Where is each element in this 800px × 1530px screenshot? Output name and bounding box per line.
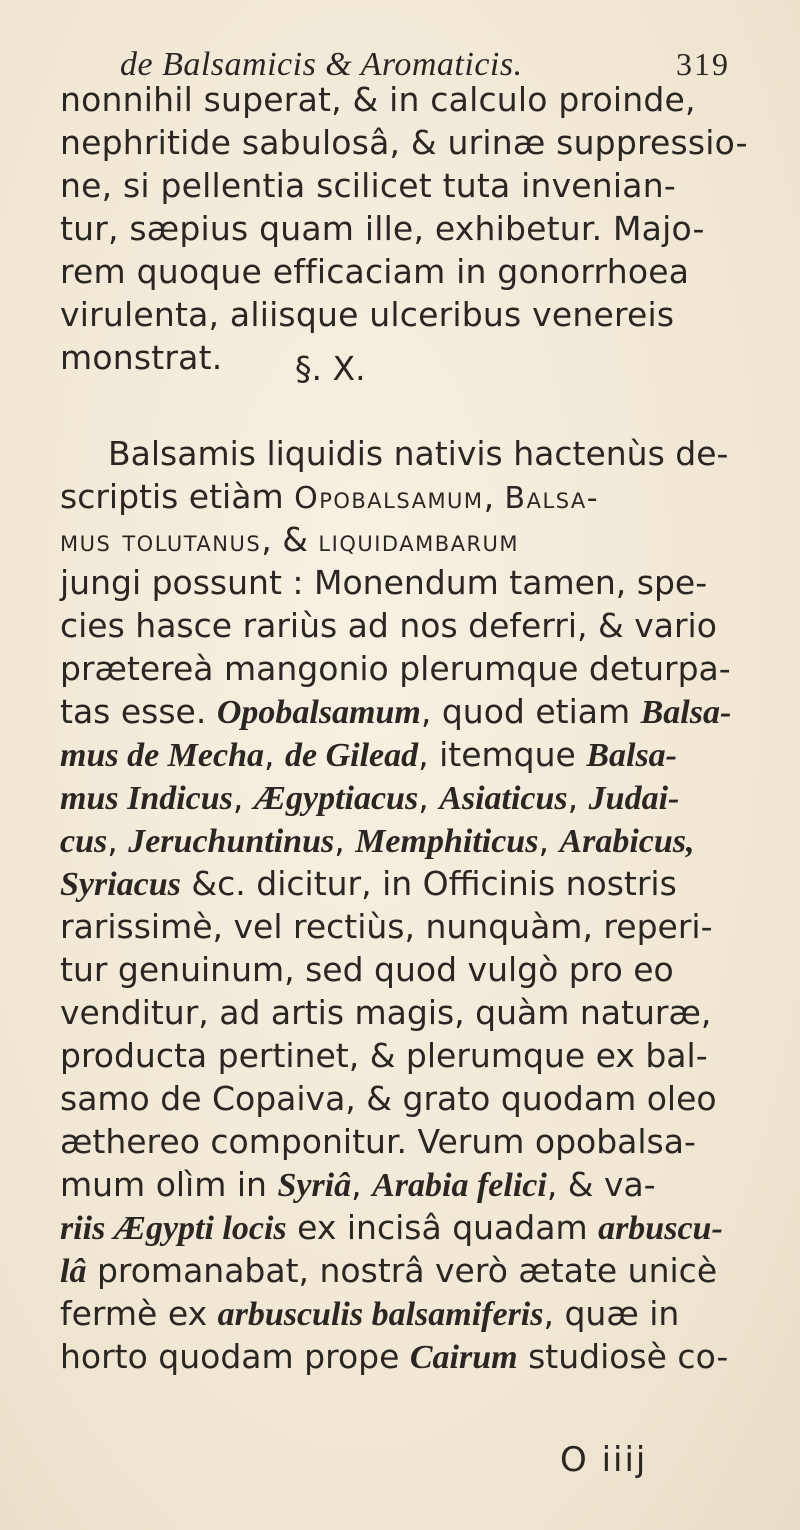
signature-mark: O iiij xyxy=(560,1440,648,1480)
italic-run: Arabicus, xyxy=(559,823,695,860)
italic-run: Judai- xyxy=(588,780,680,817)
text-run: æthereo componitur. Verum opobalsa- xyxy=(60,1122,696,1161)
italic-run: arbusculis balsamiferis xyxy=(217,1296,544,1333)
text-run: scriptis etiàm xyxy=(60,477,295,516)
text-line xyxy=(60,905,790,948)
text-line: monstrat. xyxy=(60,338,223,377)
text-line xyxy=(60,1335,790,1378)
section-heading: §. X. xyxy=(295,349,366,388)
text-run: samo de Copaiva, & grato quodam oleo xyxy=(60,1079,717,1118)
text-run: ex incisâ quadam xyxy=(286,1208,599,1247)
paragraph-1 xyxy=(60,78,790,379)
text-line xyxy=(60,991,790,1034)
term-tolutanus: mus tolutanus xyxy=(60,524,262,559)
italic-run: Opobalsamum xyxy=(216,694,421,731)
text-run: tur genuinum, sed quod vulgò pro eo xyxy=(60,950,674,989)
text-run: prætereà mangonio plerumque deturpa- xyxy=(60,649,731,688)
text-run: , & va- xyxy=(546,1165,656,1204)
text-line xyxy=(60,862,790,905)
italic-run: mus Indicus xyxy=(60,780,233,817)
text-line xyxy=(60,475,790,518)
italic-run: lâ xyxy=(60,1253,87,1290)
text-line xyxy=(60,1206,790,1249)
text-line: nephritide sabulosâ, & urinæ suppressio- xyxy=(60,123,748,162)
text-run: , xyxy=(264,735,285,774)
italic-run: mus de Mecha xyxy=(60,737,264,774)
italic-run: Jeruchuntinus xyxy=(128,823,335,860)
text-line xyxy=(60,776,790,819)
text-run: , xyxy=(232,778,254,817)
text-line xyxy=(60,1077,790,1120)
italic-run: Syriacus xyxy=(60,866,181,903)
text-line: tur, sæpius quam ille, exhibetur. Majo- xyxy=(60,209,705,248)
text-line xyxy=(60,647,790,690)
text-run: &c. dicitur, in Officinis nostris xyxy=(180,864,677,903)
italic-run: Arabia felici xyxy=(372,1167,547,1204)
text-run: producta pertinet, & plerumque ex bal- xyxy=(60,1036,708,1075)
text-run: jungi possunt : Monendum tamen, spe- xyxy=(60,563,708,602)
term-opobalsamum: Opobalsamum xyxy=(294,481,484,516)
italic-run: Memphiticus xyxy=(355,823,539,860)
text-run: , & xyxy=(261,520,319,559)
text-line xyxy=(60,733,790,776)
text-line xyxy=(60,819,790,862)
text-line xyxy=(60,1034,790,1077)
text-run: venditur, ad artis magis, quàm naturæ, xyxy=(60,993,712,1032)
text-run: , xyxy=(107,821,129,860)
term-balsamus: Balsa- xyxy=(504,481,600,516)
italic-run: Syriâ xyxy=(277,1167,352,1204)
italic-run: Balsa- xyxy=(586,737,678,774)
italic-run: Balsa- xyxy=(640,694,732,731)
text-line xyxy=(60,1120,790,1163)
text-line xyxy=(60,1249,790,1292)
text-line xyxy=(60,1292,790,1335)
paragraph-2 xyxy=(60,432,790,1378)
italic-run: de Gilead xyxy=(284,737,419,774)
text-line xyxy=(60,518,790,561)
italic-run: riis Ægypti locis xyxy=(60,1210,287,1247)
text-line: ne, si pellentia scilicet tuta invenian- xyxy=(60,166,676,205)
text-run: , quod etiam xyxy=(420,692,641,731)
text-run: promanabat, nostrâ verò ætate unicè xyxy=(86,1251,718,1290)
running-head: de Balsamicis & Aromaticis. xyxy=(120,46,523,83)
text-run: fermè ex xyxy=(60,1294,218,1333)
text-run: , xyxy=(567,778,589,817)
text-line xyxy=(60,604,790,647)
text-run: , xyxy=(351,1165,373,1204)
italic-run: arbuscu- xyxy=(598,1210,723,1247)
text-run: cies hasce rariùs ad nos deferri, & vario xyxy=(60,606,717,645)
text-run: , xyxy=(418,778,440,817)
term-liquidambarum: liquidambarum xyxy=(318,524,520,559)
text-run: , xyxy=(538,821,560,860)
text-line xyxy=(60,561,790,604)
text-run: , itemque xyxy=(418,735,587,774)
text-line xyxy=(60,432,790,475)
text-run: Balsamis liquidis nativis hactenùs de- xyxy=(108,434,729,473)
text-line xyxy=(60,1163,790,1206)
text-run: studiosè co- xyxy=(517,1337,729,1376)
text-run: mum olìm in xyxy=(60,1165,278,1204)
page-number: 319 xyxy=(676,46,730,82)
text-run: , quæ in xyxy=(543,1294,680,1333)
italic-run: cus xyxy=(60,823,108,860)
text-line xyxy=(60,948,790,991)
italic-run: Cairum xyxy=(409,1339,518,1376)
text-run: horto quodam prope xyxy=(60,1337,410,1376)
text-line: nonnihil superat, & in calculo proinde, xyxy=(60,80,696,119)
italic-run: Ægyptiacus xyxy=(253,780,419,817)
text-run: tas esse. xyxy=(60,692,217,731)
text-line: virulenta, aliisque ulceribus venereis xyxy=(60,295,675,334)
text-line xyxy=(60,690,790,733)
text-run: , xyxy=(334,821,356,860)
text-run: , xyxy=(483,477,505,516)
text-line: rem quoque efficaciam in gonorrhoea xyxy=(60,252,690,291)
italic-run: Asiaticus xyxy=(439,780,568,817)
text-run: rarissimè, vel rectiùs, nunquàm, reperi- xyxy=(60,907,713,946)
